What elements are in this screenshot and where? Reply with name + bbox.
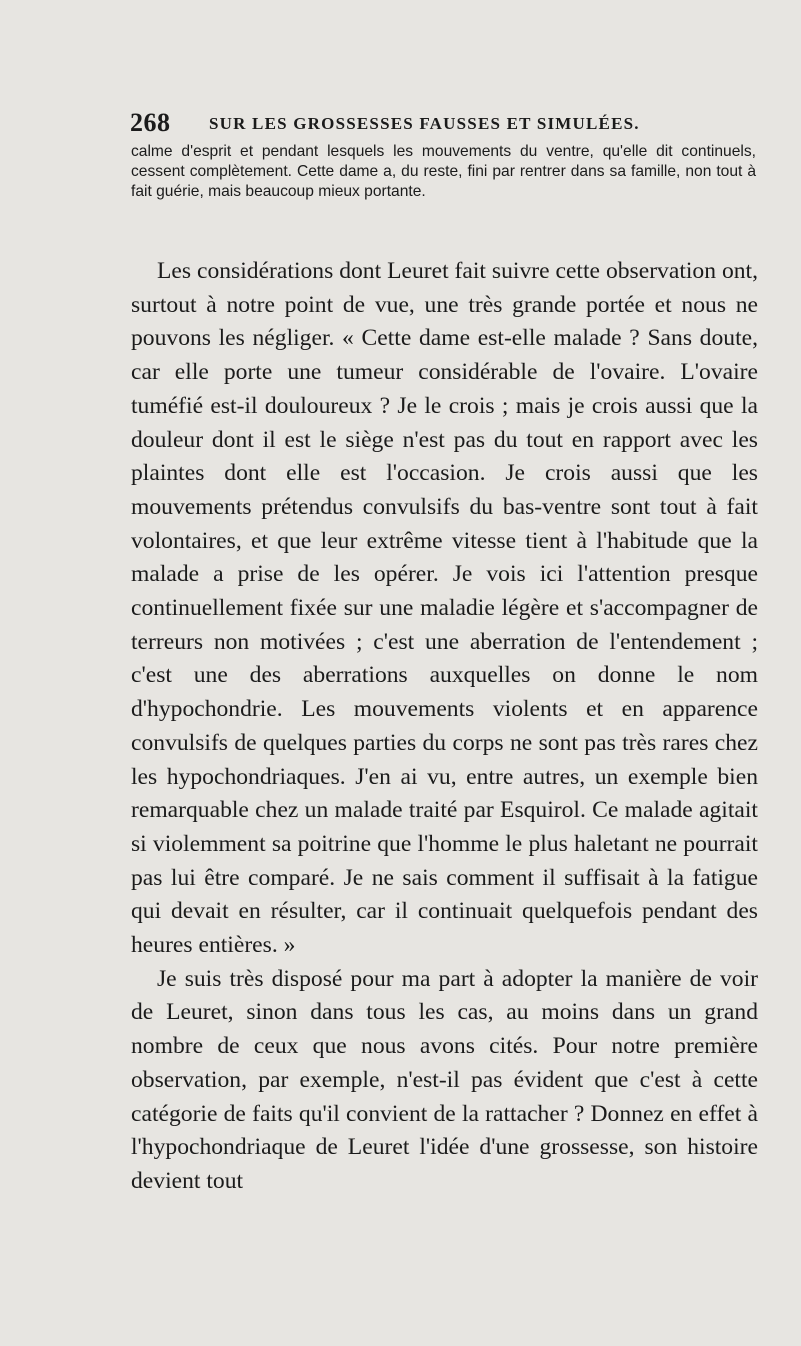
main-text bbox=[131, 255, 758, 1199]
page-header bbox=[130, 108, 750, 138]
paragraph-1: Les considérations dont Leuret fait suivre cette observation ont, surtout à notre point de vue, une très grande portée et nous ne pouvons les négliger. « Cette dame est-elle malade ? Sans doute, car elle porte une tumeur considérable de l'ovaire. L'ovaire tuméfié est-il douloureux ? Je le crois ; mais je crois aussi que la douleur dont il est le siège n'est pas du tout en rapport avec les plaintes dont elle est l'occasion. Je crois aussi que les mouvements prétendus convulsifs du bas-ventre sont tout à fait volontaires, et que leur extrême vitesse tient à l'habitude que la malade a prise de les opérer. Je vois ici l'attention presque continuellement fixée sur une maladie légère et s'accompagner de terreurs non motivées ; c'est une aberration de l'entendement ; c'est une des aberrations auxquelles on donne le nom d'hypochondrie. Les mouvements violents et en apparence convulsifs de quelques parties du corps ne sont pas très rares chez les hypochondriaques. J'en ai vu, entre autres, un exemple bien remarquable chez un malade traité par Esquirol. Ce malade agitait si violemment sa poitrine que l'homme le plus haletant ne pourrait pas lui être comparé. Je ne sais comment il suffisait à la fatigue qui devait en résulter, car il continuait quelquefois pendant des heures entières. » bbox=[131, 258, 758, 959]
paragraph-2: Je suis très disposé pour ma part à adopter la manière de voir de Leuret, sinon dans tous les cas, au moins dans un grand nombre de ceux que nous avons cités. Pour notre première observation, par exemple, n'est-il pas évident que c'est à cette catégorie de faits qu'il convient de la rattacher ? Donnez en effet à l'hypochondriaque de Leuret l'idée d'une grossesse, son histoire devient tout bbox=[131, 965, 758, 1194]
page-number: 268 bbox=[130, 108, 171, 137]
quoted-excerpt: calme d'esprit et pendant lesquels les mouvements du ventre, qu'elle dit continuels, cessent complètement. Cette dame a, du reste, fini par rentrer dans sa famille, non tout à fait guérie, mais beaucoup mieux portante. bbox=[131, 143, 756, 200]
running-title: SUR LES GROSSESSES FAUSSES ET SIMULÉES. bbox=[209, 114, 640, 133]
